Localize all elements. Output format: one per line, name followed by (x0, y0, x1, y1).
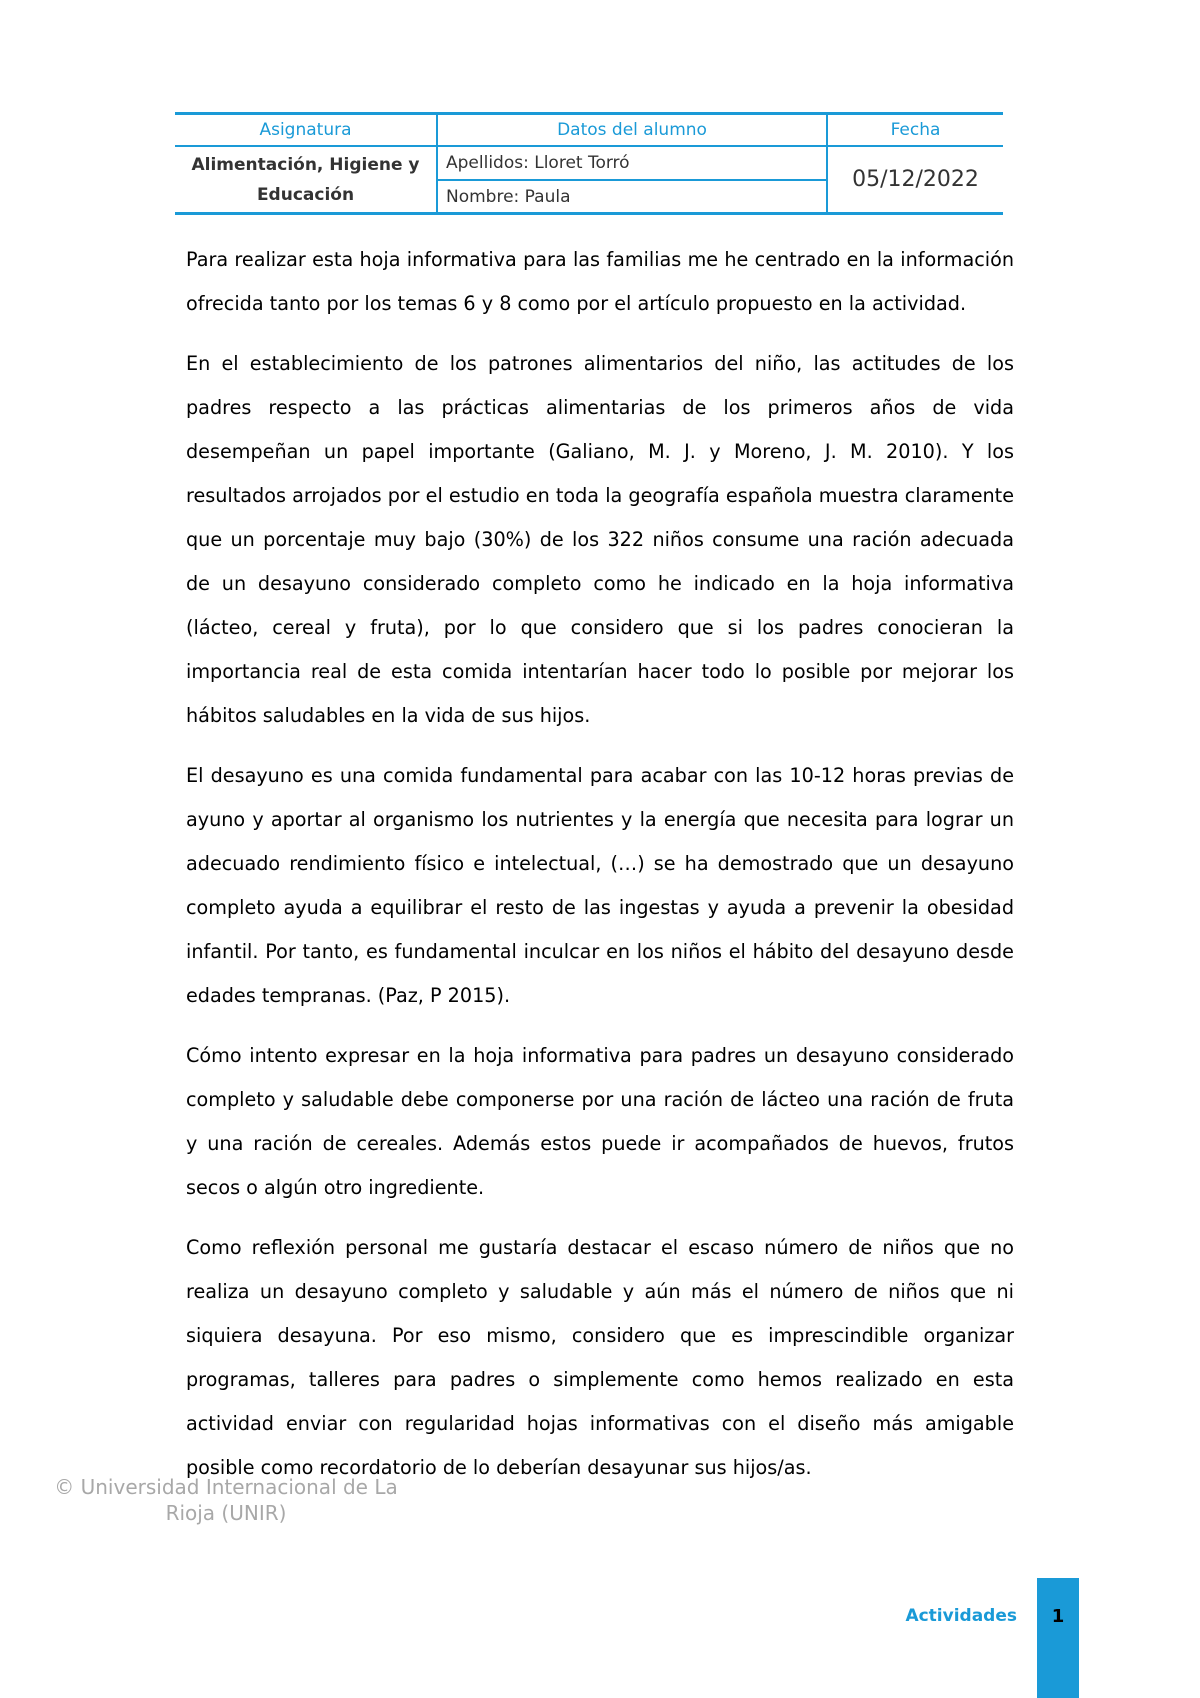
name-value: Nombre: Paula (437, 180, 827, 214)
paragraph-4: Cómo intento expresar en la hoja informativa para padres un desayuno considerado completo y saludable debe componerse por una ración de lácteo una ración de fruta y una ración de cereales. Además estos puede ir acompañados de huevos, frutos secos o algún otro ingrediente. (186, 1044, 1014, 1199)
date-value: 05/12/2022 (827, 146, 1003, 214)
paragraph-1: Para realizar esta hoja informativa para las familias me he centrado en la información ofrecida tanto por los temas 6 y 8 como por el artículo propuesto en la actividad. (186, 248, 1014, 315)
paragraph-3: El desayuno es una comida fundamental para acabar con las 10-12 horas previas de ayuno y aportar al organismo los nutrientes y la energía que necesita para lograr un adecuado rendimiento físico e intelectual, (…) se ha demostrado que un desayuno completo ayuda a equilibrar el resto de las ingestas y ayuda a prevenir la obesidad infantil. Por tanto, es fundamental inculcar en los niños el hábito del desayuno desde edades tempranas. (Paz, P 2015). (186, 764, 1014, 1007)
page-number: 1 (1051, 1606, 1065, 1627)
header-table (175, 112, 1003, 215)
header-row (175, 114, 1003, 147)
col-subject-header: Asignatura (175, 114, 437, 147)
col-student-header: Datos del alumno (437, 114, 827, 147)
surname-value: Apellidos: Lloret Torró (437, 146, 827, 180)
col-date-header: Fecha (827, 114, 1003, 147)
data-row-1 (175, 146, 1003, 180)
body-text (186, 238, 1014, 1506)
subject-value: Alimentación, Higiene y Educación (175, 146, 437, 214)
copyright-watermark: © Universidad Internacional de La Rioja (UNIR) (54, 1475, 398, 1525)
footer-section-label: Actividades (905, 1606, 1017, 1626)
paragraph-2: En el establecimiento de los patrones alimentarios del niño, las actitudes de los padres respecto a las prácticas alimentarias de los primeros años de vida desempeñan un papel importante (Galiano, M. J. y Moreno, J. M. 2010). Y los resultados arrojados por el estudio en toda la geografía española muestra claramente que un porcentaje muy bajo (30%) de los 322 niños consume una ración adecuada de un desayuno considerado completo como he indicado en la hoja informativa (lácteo, cereal y fruta), por lo que considero que si los padres conocieran la importancia real de esta comida intentarían hacer todo lo posible por mejorar los hábitos saludables en la vida de sus hijos. (186, 352, 1014, 727)
paragraph-5: Como reflexión personal me gustaría destacar el escaso número de niños que no realiza un desayuno completo y saludable y aún más el número de niños que ni siquiera desayuna. Por eso mismo, considero que es imprescindible organizar programas, talleres para padres o simplemente como hemos realizado en esta actividad enviar con regularidad hojas informativas con el diseño más amigable posible como recordatorio de lo deberían desayunar sus hijos/as. (186, 1236, 1014, 1479)
page-number-tab (1037, 1578, 1079, 1698)
